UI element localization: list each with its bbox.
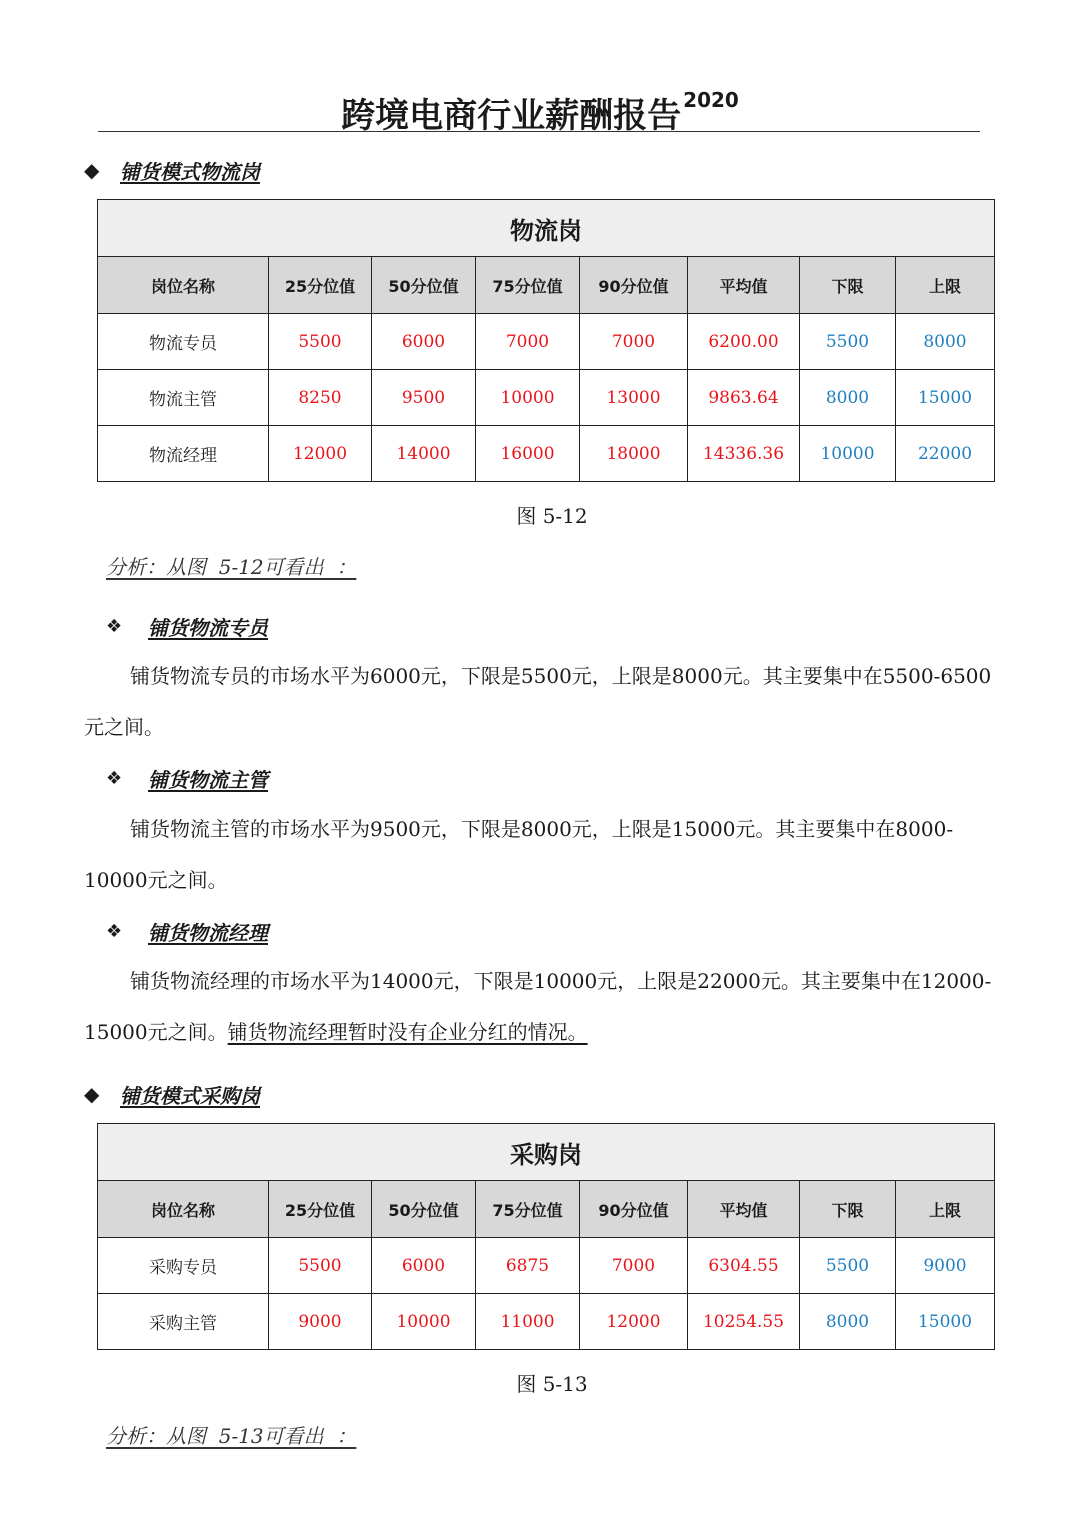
table-caption: 物流岗: [98, 200, 995, 257]
salary-cell: 7000: [580, 314, 688, 370]
position-name-cell: 物流专员: [98, 314, 269, 370]
item-heading-supervisor: ❖ 铺货物流主管: [106, 767, 268, 792]
salary-cell: 6000: [372, 314, 476, 370]
section-heading-logistics: ◆ 铺货模式物流岗: [84, 158, 260, 184]
figure-caption: 图 5-12: [516, 504, 588, 528]
purchasing-salary-table: [97, 1123, 995, 1350]
four-diamond-icon: ❖: [106, 615, 123, 637]
analysis-line: 分析：从图 5-12可看出 ：: [106, 555, 357, 579]
salary-cell: 5500: [800, 314, 896, 370]
salary-cell: 18000: [580, 426, 688, 482]
item-paragraph: 铺货物流主管的市场水平为9500元，下限是8000元，上限是15000元。其主要集中在8000-10000元之间。: [84, 817, 954, 892]
column-header: 90分位值: [580, 257, 688, 314]
section-heading-purchasing: ◆ 铺货模式采购岗: [84, 1082, 260, 1108]
salary-cell: 10000: [372, 1294, 476, 1350]
column-header: 下限: [800, 1181, 896, 1238]
column-header: 上限: [896, 257, 995, 314]
four-diamond-icon: ❖: [106, 920, 123, 942]
salary-cell: 5500: [269, 1238, 372, 1294]
figure-caption: 图 5-13: [516, 1372, 588, 1396]
four-diamond-icon: ❖: [106, 767, 123, 789]
salary-cell: 5500: [269, 314, 372, 370]
salary-cell: 7000: [476, 314, 580, 370]
column-header: 75分位值: [476, 257, 580, 314]
column-header: 平均值: [688, 1181, 800, 1238]
salary-cell: 22000: [896, 426, 995, 482]
column-header: 50分位值: [372, 1181, 476, 1238]
salary-cell: 16000: [476, 426, 580, 482]
column-header: 下限: [800, 257, 896, 314]
salary-cell: 11000: [476, 1294, 580, 1350]
diamond-icon: ◆: [84, 158, 100, 182]
position-name-cell: 采购专员: [98, 1238, 269, 1294]
column-header: 25分位值: [269, 257, 372, 314]
salary-cell: 12000: [269, 426, 372, 482]
table-row: [98, 1238, 995, 1294]
report-year: 2020: [683, 88, 739, 112]
column-header: 50分位值: [372, 257, 476, 314]
table-row: [98, 370, 995, 426]
salary-cell: 9500: [372, 370, 476, 426]
salary-cell: 6200.00: [688, 314, 800, 370]
table-caption: 采购岗: [98, 1124, 995, 1181]
salary-cell: 10000: [800, 426, 896, 482]
item-heading-manager: ❖ 铺货物流经理: [106, 920, 268, 945]
salary-cell: 8250: [269, 370, 372, 426]
salary-cell: 6875: [476, 1238, 580, 1294]
underlined-note: 铺货物流经理暂时没有企业分红的情况。: [227, 1020, 588, 1044]
salary-cell: 10254.55: [688, 1294, 800, 1350]
item-paragraph: 铺货物流经理的市场水平为14000元，下限是10000元，上限是22000元。其主要集中在12000-15000元之间。铺货物流经理暂时没有企业分红的情况。: [84, 969, 992, 1044]
salary-cell: 14336.36: [688, 426, 800, 482]
salary-cell: 10000: [476, 370, 580, 426]
diamond-icon: ◆: [84, 1082, 100, 1106]
table-header-row: [98, 257, 995, 314]
item-paragraph: 铺货物流专员的市场水平为6000元，下限是5500元，上限是8000元。其主要集中在5500-6500元之间。: [84, 664, 992, 739]
salary-cell: 8000: [896, 314, 995, 370]
table-row: [98, 1294, 995, 1350]
salary-cell: 9863.64: [688, 370, 800, 426]
table-row: [98, 314, 995, 370]
salary-cell: 6304.55: [688, 1238, 800, 1294]
column-header: 平均值: [688, 257, 800, 314]
column-header: 上限: [896, 1181, 995, 1238]
salary-cell: 9000: [269, 1294, 372, 1350]
table-row: [98, 426, 995, 482]
position-name-cell: 物流经理: [98, 426, 269, 482]
title-divider: [98, 131, 980, 132]
column-header: 岗位名称: [98, 257, 269, 314]
salary-cell: 15000: [896, 370, 995, 426]
position-name-cell: 物流主管: [98, 370, 269, 426]
column-header: 岗位名称: [98, 1181, 269, 1238]
salary-cell: 8000: [800, 370, 896, 426]
salary-cell: 7000: [580, 1238, 688, 1294]
salary-cell: 15000: [896, 1294, 995, 1350]
table-header-row: [98, 1181, 995, 1238]
column-header: 25分位值: [269, 1181, 372, 1238]
logistics-salary-table: [97, 199, 995, 482]
report-title: 跨境电商行业薪酬报告: [341, 96, 682, 136]
salary-cell: 6000: [372, 1238, 476, 1294]
salary-cell: 5500: [800, 1238, 896, 1294]
salary-cell: 13000: [580, 370, 688, 426]
salary-cell: 9000: [896, 1238, 995, 1294]
column-header: 90分位值: [580, 1181, 688, 1238]
analysis-line: 分析：从图 5-13可看出 ：: [106, 1424, 357, 1448]
position-name-cell: 采购主管: [98, 1294, 269, 1350]
salary-cell: 12000: [580, 1294, 688, 1350]
page-title: [0, 72, 1080, 144]
salary-cell: 8000: [800, 1294, 896, 1350]
column-header: 75分位值: [476, 1181, 580, 1238]
item-heading-specialist: ❖ 铺货物流专员: [106, 615, 268, 640]
salary-cell: 14000: [372, 426, 476, 482]
